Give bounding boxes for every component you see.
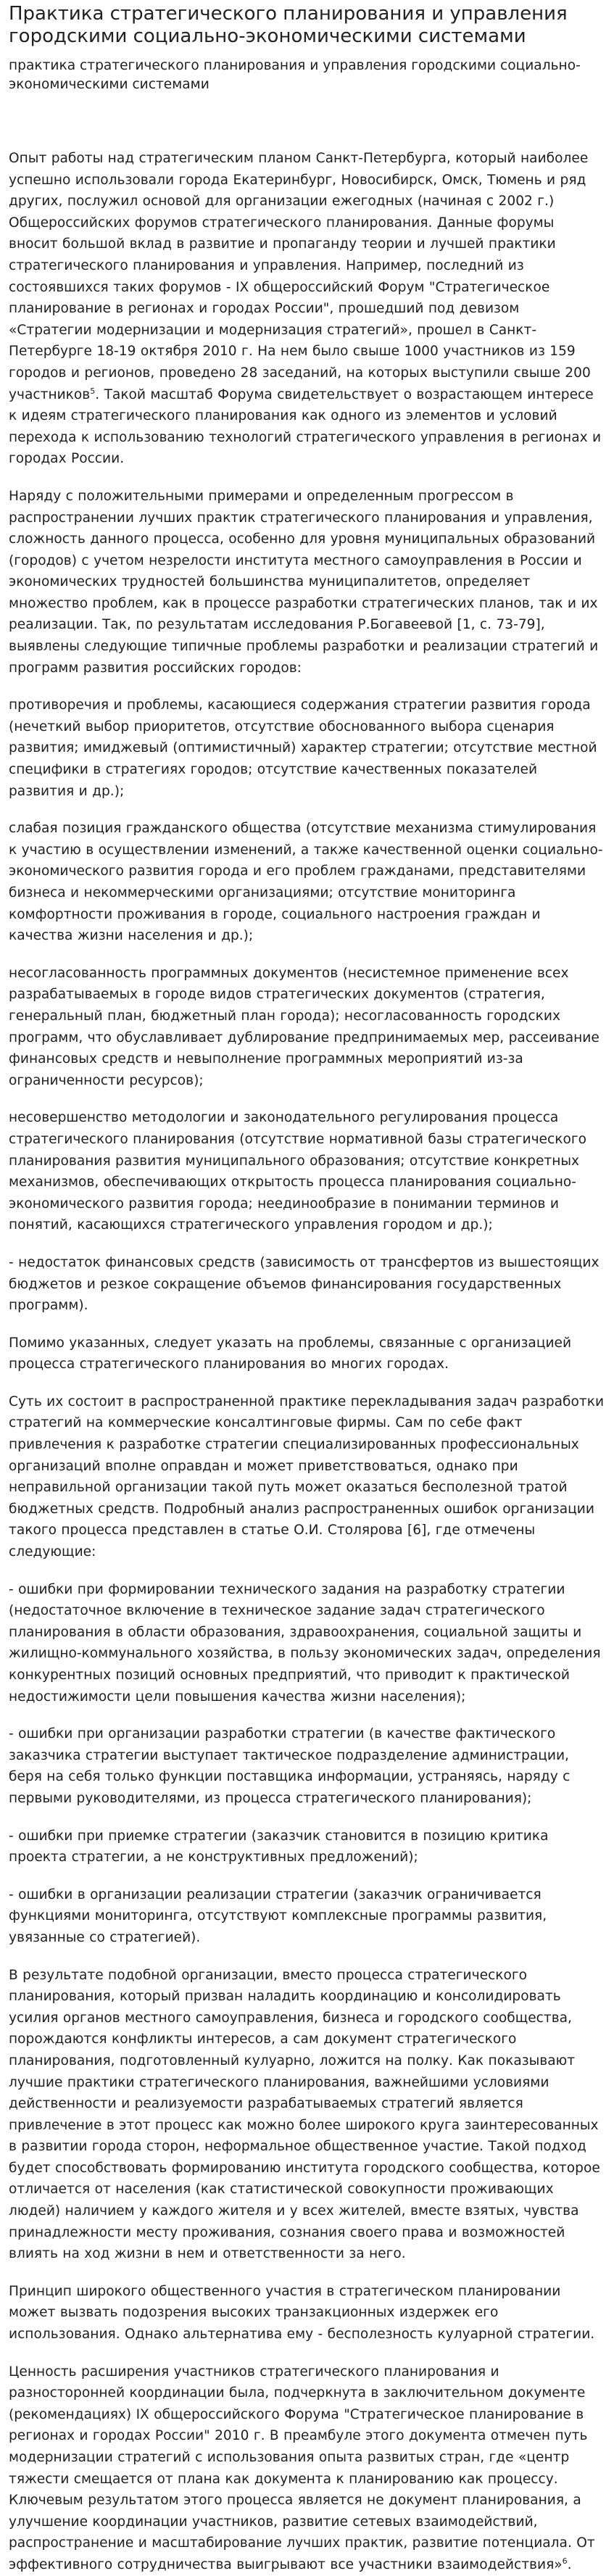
paragraph-consequences: В результате подобной организации, вместо процесса стратегического планирования, который призван наладить координацию и консолидировать усилия органов местного самоуправления, бизнеса и городского сообщества, порождаются конфликты интересов, а сам документ стратегического планирования, подготовленный кулуарно, ложится на полку. Как показывают лучшие практики стратегического планирования, важнейшими условиями действенности и реализуемости разрабатываемых стратегий является привлечение в этот процесс как можно более широкого круга заинтересованных в развитии города сторон, неформальное общественное участие. Такой подход будет способствовать формированию института городского сообщества, которое отличается от населения (как статистической совокупности проживающих людей) наличием у каждого жителя и у всех жителей, вместе взятых, чувства принадлежности месту проживания, сознания своего права и возможностей влиять на ход жизни в нем и ответственности за него. bbox=[9, 1967, 600, 2262]
list-item-acceptance-errors: - ошибки при приемке стратегии (заказчик становится в позицию критика проекта стратегии, а не конструктивных предложений); bbox=[9, 1828, 549, 1865]
page-title: Практика стратегического планирования и управления городскими социально-экономическими системами bbox=[9, 3, 568, 47]
paragraph-text: Ценность расширения участников стратегического планирования и разносторонней координации была, подчеркнута в заключительном документе (рекомендациях) IX общероссийского Форума "Стратегическое планирование в регионах и городах России" 2010 г. В преамбуле этого документа отмечен путь модернизации стратегий с использования опыта развитых стран, где «центр тяжести смещается от плана как документа к планированию как процессу. Ключевым результатом этого процесса является не документ планирования, а улучшение координации участников, развитие сетевых взаимодействий, распространение и масштабирование лучших практик, развитие потенциала. От эффективного сотрудничества выигрывают все участники взаимодействия» bbox=[9, 2364, 595, 2572]
paragraph-organization-problems: Помимо указанных, следует указать на проблемы, связанные с организацией процесса стратегического планирования во многих городах. bbox=[9, 1335, 572, 1372]
list-item-terms-of-reference-errors: - ошибки при формировании технического задания на разработку стратегии (недостаточное включение в техническое задание задач стратегического планирования в области образования, здравоохранения, социальной защиты и жилищно-коммунального хозяйства, в пользу экономических задач, определения конкурентных позиций основных предприятий, что приводит к практической недостижимости цели повышения качества жизни населения); bbox=[9, 1581, 601, 1705]
paragraph-forum-experience bbox=[9, 148, 605, 470]
list-item-civil-society: слабая позиция гражданского общества (отсутствие механизма стимулирования к участию в осуществлении изменений, а также качественной оценки социально-экономического развития города и его проблем гражданами, представителями бизнеса и некоммерческими организациями; отсутствие мониторинга комфортности проживания в городе, социального настроения граждан и качества жизни населения и др.); bbox=[9, 821, 603, 944]
paragraph-text-tail: . bbox=[567, 2556, 572, 2572]
article-subtitle: практика стратегического планирования и управления городскими социально-экономическими системами bbox=[9, 58, 581, 92]
paragraph-text-tail: . Такой масштаб Форума свидетельствует о возрастающем интересе к идеям стратегического планирования как одного из элементов и условий перехода к использованию технологий стратегического управления в регионах и городах России. bbox=[9, 386, 602, 467]
list-item-program-inconsistency: несогласованность программных документов (несистемное применение всех разрабатываемых в городе видов стратегических документов (стратегия, генеральный план, бюджетный план города); несогласованность городских программ, что обуславливает дублирование предпринимаемых мер, рассеивание финансовых средств и невыполнение программных мероприятий из-за ограниченности ресурсов); bbox=[9, 965, 600, 1088]
list-item-methodology: несовершенство методологии и законодательного регулирования процесса стратегического планирования (отсутствие нормативной базы стратегического планирования развития муниципального образования; отсутствие конкретных механизмов, обеспечивающих открытость процесса планирования социально-экономического развития города; неединообразие в понимании терминов и понятий, касающихся стратегического управления городом и др.); bbox=[9, 1110, 586, 1233]
paragraph-consulting-firms: Суть их состоит в распространенной практике перекладывания задач разработки стратегий на коммерческие консалтинговые фирмы. Сам по себе факт привлечения к разработке стратегии специализированных профессиональных организаций вполне оправдан и может приветствоваться, однако при неправильной организации такой путь может оказаться бесполезной тратой бюджетных средств. Подробный анализ распространенных ошибок организации такого процесса представлен в статье О.И. Столярова [6], где отмечены следующие: bbox=[9, 1393, 605, 1560]
list-item-implementation-errors: - ошибки в организации реализации стратегии (заказчик ограничивается функциями мониторинга, отсутствуют комплексные программы развития, увязанные со стратегией). bbox=[9, 1887, 547, 1945]
footnote-marker[interactable]: 5 bbox=[90, 386, 96, 396]
paragraph-public-participation: Принцип широкого общественного участия в стратегическом планировании может вызвать подозрения высоких транзакционных издержек его использования. Однако альтернатива ему - бесполезность кулуарной стратегии. bbox=[9, 2283, 595, 2343]
footnote-marker[interactable]: 6 bbox=[562, 2556, 568, 2566]
paragraph-forum-recommendations bbox=[9, 2361, 605, 2576]
paragraph-problems-intro: Наряду с положительными примерами и определенным прогрессом в распространении лучших практик стратегического планирования и управления, сложность данного процесса, особенно для уровня муниципальных образований (городов) с учетом незрелости института местного самоуправления в России и экономических трудностей большинства муниципалитетов, определяет множество проблем, как в процессе разработки стратегических планов, так и их реализации. Так, по результатам исследования Р.Богавеевой [1, с. 73-79], выявлены следующие типичные проблемы разработки и реализации стратегий и программ развития российских городов: bbox=[9, 488, 599, 676]
paragraph-text: Опыт работы над стратегическим планом Санкт-Петербурга, который наиболее успешно использовали города Екатеринбург, Новосибирск, Омск, Тюмень и ряд других, послужил основой для организации ежегодных (начиная с 2002 г.) Общероссийских форумов стратегического планирования. Данные форумы вносит большой вклад в развитие и пропаганду теории и лучшей практики стратегического планирования и управления. Например, последний из состоявшихся таких форумов - IX общероссийский Форум "Стратегическое планирование в регионах и городах России", прошедший под девизом «Стратегии модернизации и модернизация стратегий», прошел в Санкт-Петербурге 18-19 октября 2010 г. На нем было свыше 1000 участников из 159 городов и регионов, проведено 28 заседаний, на которых выступили свыше 200 участников bbox=[9, 151, 591, 402]
list-item-development-errors: - ошибки при организации разработки стратегии (в качестве фактического заказчика стратегии выступает тактическое подразделение администрации, беря на себя только функции поставщика информации, устраняясь, наряду с первыми руководителями, из процесса стратегического планирования); bbox=[9, 1726, 571, 1806]
list-item-funding: - недостаток финансовых средств (зависимость от трансфертов из вышестоящих бюджетов и резкое сокращение объемов финансирования государственных программ). bbox=[9, 1254, 600, 1314]
list-item-content-problems: противоречия и проблемы, касающиеся содержания стратегии развития города (нечеткий выбор приоритетов, отсутствие обоснованного выбора сценария развития; имиджевый (оптимистичный) характер стратегии; отсутствие местной специфики в стратегиях городов; отсутствие качественных показателей развития и др.); bbox=[9, 697, 597, 799]
